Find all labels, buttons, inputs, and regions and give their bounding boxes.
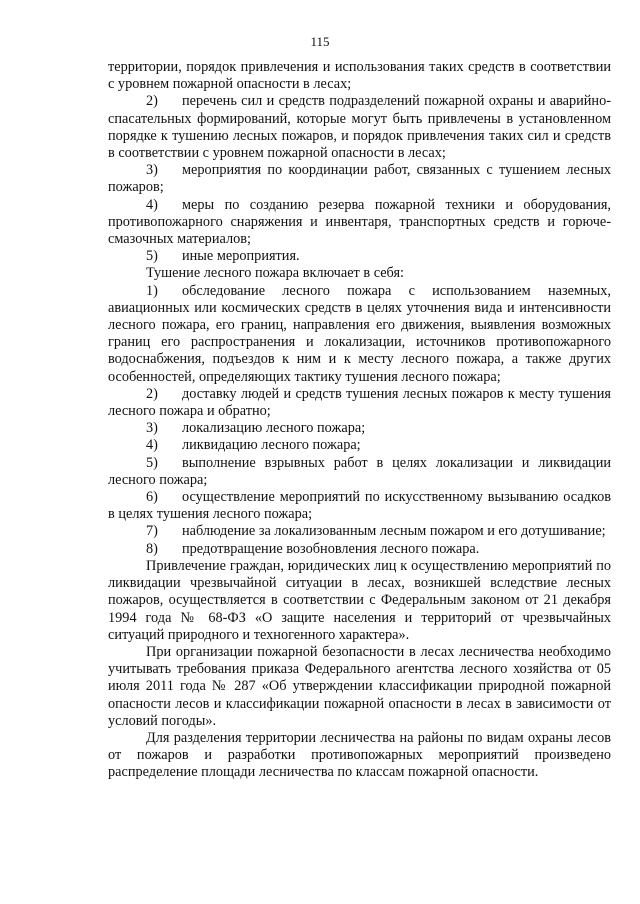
list-item-number: 8) bbox=[146, 540, 158, 557]
list-item-text: предотвращение возобновления лесного пожара. bbox=[182, 540, 480, 557]
list-item bbox=[108, 93, 611, 162]
list-item-number: 3) bbox=[146, 420, 158, 437]
body-text bbox=[108, 59, 611, 782]
list-item-text: осуществление мероприятий по искусственному вызыванию осадков в целях тушения лесного пожара; bbox=[108, 489, 611, 523]
list-item-number: 2) bbox=[146, 93, 158, 110]
list-item-number: 7) bbox=[146, 523, 158, 540]
list-item bbox=[108, 197, 611, 249]
list-item-text: доставку людей и средств тушения лесных пожаров к месту тушения лесного пожара и обратно; bbox=[108, 385, 611, 420]
list-item-text: иные мероприятия. bbox=[182, 248, 300, 265]
list-item-number: 5) bbox=[146, 248, 158, 265]
list-item bbox=[108, 162, 611, 196]
list-item bbox=[108, 523, 611, 540]
list-item-text: обследование лесного пожара с использованием наземных, авиационных или космических средств в целях уточнения вида и интенсивности лесного пожара, его границ, направления его движения, выявления возможных границ его распространения и локализации, источников противопожарного водоснабжения, подъездов к ним и к месту лесного пожара, а также других особенностей, определяющих тактику тушения лесного пожара; bbox=[108, 282, 611, 385]
list-item bbox=[108, 489, 611, 523]
paragraph: Привлечение граждан, юридических лиц к осуществлению мероприятий по ликвидации чрезвычайной ситуации в лесах, возникшей вследствие лесных пожаров, осуществляется в соответствии с Федеральным законом от 21 декабря 1994 года № 68-ФЗ «О защите населения и территорий от чрезвычайных ситуаций природного и техногенного характера». bbox=[108, 557, 611, 643]
list-item bbox=[108, 248, 611, 265]
list-item-text: меры по созданию резерва пожарной техники и оборудования, противопожарного снаряжения и инвентаря, транспортных средств и горюче-смазочных материалов; bbox=[108, 196, 611, 248]
list-item-text: выполнение взрывных работ в целях локализации и ликвидации лесного пожара; bbox=[108, 454, 611, 488]
list-item-number: 4) bbox=[146, 437, 158, 454]
list-item bbox=[108, 283, 611, 386]
list-item bbox=[108, 541, 611, 558]
list-item-number: 2) bbox=[146, 385, 158, 402]
list-item-number: 4) bbox=[146, 196, 158, 213]
paragraph: Тушение лесного пожара включает в себя: bbox=[146, 265, 405, 282]
list-item-text: мероприятия по координации работ, связанных с тушением лесных пожаров; bbox=[108, 162, 611, 196]
paragraph: Для разделения территории лесничества на районы по видам охраны лесов от пожаров и разработки противопожарных мероприятий произведено распределение площади лесничества по классам пожарной опасности. bbox=[108, 729, 611, 781]
list-item bbox=[108, 386, 611, 420]
list-item-number: 6) bbox=[146, 489, 158, 506]
list-item-text: наблюдение за локализованным лесным пожаром и его дотушивание; bbox=[182, 523, 606, 540]
paragraph: При организации пожарной безопасности в лесах лесничества необходимо учитывать требования приказа Федерального агентства лесного хозяйства от 05 июля 2011 года № 287 «Об утверждении классификации природной пожарной опасности лесов и классификации пожарной опасности в лесах в зависимости от условий погоды». bbox=[108, 643, 611, 729]
list-item-text: локализацию лесного пожара; bbox=[182, 420, 366, 437]
list-item bbox=[108, 455, 611, 489]
list-item bbox=[108, 420, 611, 437]
list-item-number: 3) bbox=[146, 162, 158, 179]
list-item-number: 5) bbox=[146, 454, 158, 471]
list-item-text: перечень сил и средств подразделений пожарной охраны и аварийно-спасательных формирований, которые могут быть привлечены в установленном порядке к тушению лесных пожаров, и порядок привлечения таких сил и средств в соответствии с уровнем пожарной опасности в лесах; bbox=[108, 93, 611, 162]
page-number: 115 bbox=[310, 34, 330, 49]
list-item bbox=[108, 437, 611, 454]
list-item-text: ликвидацию лесного пожара; bbox=[182, 437, 361, 454]
list-item-number: 1) bbox=[146, 282, 158, 299]
paragraph: территории, порядок привлечения и использования таких средств в соответствии с уровнем пожарной опасности в лесах; bbox=[108, 59, 611, 93]
